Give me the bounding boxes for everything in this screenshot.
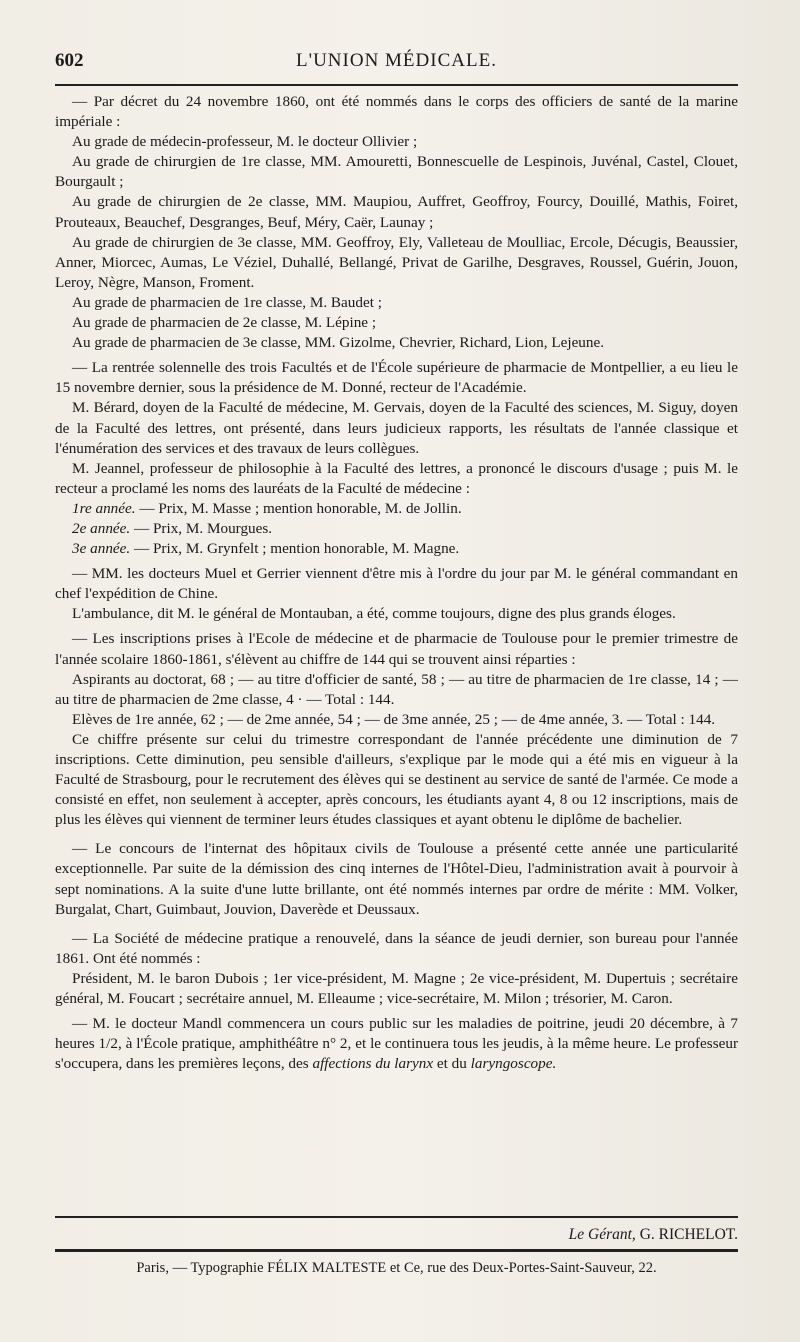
paragraph-chirurgien-2: Au grade de chirurgien de 2e classe, MM. Maupiou, Auffret, Geoffroy, Fourcy, Douillé, Mathis, Foiret, Prouteaux, Beauchef, Desgranges, Beuf, Méry, Caër, Launay ; [55,193,738,231]
page-header [55,50,738,80]
signature-rule [55,1216,738,1218]
paragraph-aspirants: Aspirants au doctorat, 68 ; — au titre d'officier de santé, 58 ; — au titre de pharmacien de 1re classe, 14 ; — au titre de pharmacien de 2me classe, 4 · — Total : 144. [55,670,738,708]
paragraph-rentree: — La rentrée solennelle des trois Facultés et de l'École supérieure de pharmacie de Montpellier, a eu lieu le 15 novembre dernier, sous la présidence de M. Donné, recteur de l'Académie. [55,359,738,397]
paragraph-eleves: Elèves de 1re année, 62 ; — de 2me année, 54 ; — de 3me année, 25 ; — de 4me année, 3. — Total : 144. [72,710,716,728]
prize-year: 1re année. [72,499,136,517]
paragraph-internat: — Le concours de l'internat des hôpitaux civils de Toulouse a présenté cette année une particularité exceptionnelle. Par suite de la démission des cinq internes de l'Hôtel-Dieu, l'administration avait à pourvoir à sept nominations. A la suite d'une lutte brillante, ont été nommés internes par ordre de mérite : MM. Volker, Burgalat, Chart, Guimbaut, Jouvion, Daverède et Deussaux. [55,840,738,918]
prize-text: — Prix, M. Grynfelt ; mention honorable, M. Magne. [134,540,460,558]
article-body [55,92,738,1074]
prize-line [55,519,738,539]
paragraph-muel-gerrier: — MM. les docteurs Muel et Gerrier viennent d'être mis à l'ordre du jour par M. le général commandant en chef l'expédition de Chine. [55,565,738,603]
paragraph-societe: — La Société de médecine pratique a renouvelé, dans la séance de jeudi dernier, son bureau pour l'année 1861. Ont été nommés : [55,929,738,967]
mandl-text: — M. le docteur Mandl commencera un cours public sur les maladies de poitrine, jeudi 20 décembre, à 7 heures 1/2, à l'École pratique, amphithéâtre n° 2, et le continuera tous les jeudis, à la même heure. Le professeur s'occupera, dans les premières leçons, des [55,1015,738,1073]
prize-line [55,499,738,519]
signature-name: G. RICHELOT. [639,1226,738,1243]
paragraph-bureau: Président, M. le baron Dubois ; 1er vice-président, M. Magne ; 2e vice-président, M. Dupertuis ; secrétaire général, M. Foucart ; secrétaire annuel, M. Elleaume ; vice-secrétaire, M. Milon ; trésorier, M. Caron. [55,969,738,1008]
page-number: 602 [55,50,84,71]
paragraph-ambulance: L'ambulance, dit M. le général de Montauban, a été, comme toujours, digne des plus grands éloges. [72,605,676,623]
paragraph-berard: M. Bérard, doyen de la Faculté de médecine, M. Gervais, doyen de la Faculté des sciences, M. Siguy, doyen de la Faculté des lettres, ont présenté, dans leurs judicieux rapports, les résultats de l'année classique et l'énumération des services et des travaux de leurs collègues. [55,399,738,457]
footer-rule [55,1249,738,1252]
paragraph-inscriptions: — Les inscriptions prises à l'Ecole de médecine et de pharmacie de Toulouse pour le premier trimestre de l'année scolaire 1860-1861, s'élèvent au chiffre de 144 qui se trouvent ainsi réparties : [55,630,738,668]
prize-text: — Prix, M. Masse ; mention honorable, M. de Jollin. [139,499,462,517]
mandl-mid: et du [436,1055,467,1073]
prize-year: 2e année. [72,519,131,537]
paragraph-chirurgien-3: Au grade de chirurgien de 3e classe, MM. Geoffroy, Ely, Valleteau de Moulliac, Ercole, Décugis, Beaussier, Anner, Miorcec, Aumas, Le Véziel, Duhallé, Bellangé, Privat de Garilhe, Desgraves, Roussel, Guérin, Jouon, Leroy, Nègre, Manson, Froment. [55,233,738,291]
paragraph-jeannel: M. Jeannel, professeur de philosophie à la Faculté des lettres, a prononcé le discours d'usage ; puis M. le recteur a proclamé les noms des lauréats de la Faculté de médecine : [55,459,738,497]
journal-title: L'UNION MÉDICALE. [296,50,497,71]
paragraph-pharmacien-1: Au grade de pharmacien de 1re classe, M. Baudet ; [72,293,382,311]
printer-imprint: Paris, — Typographie FÉLIX MALTESTE et Ce, rue des Deux-Portes-Saint-Sauveur, 22. [136,1260,657,1276]
signature [569,1226,738,1244]
paragraph-pharmacien-3: Au grade de pharmacien de 3e classe, MM. Gizolme, Chevrier, Richard, Lion, Lejeune. [72,334,605,352]
paragraph-pharmacien-2: Au grade de pharmacien de 2e classe, M. Lépine ; [72,314,377,332]
header-rule [55,84,738,86]
prize-year: 3e année. [72,540,131,558]
paragraph-decret: — Par décret du 24 novembre 1860, ont été nommés dans le corps des officiers de santé de la marine impériale : [55,93,738,131]
paragraph-medecin-professeur: Au grade de médecin-professeur, M. le docteur Ollivier ; [72,133,418,151]
signature-label: Le Gérant, [568,1226,636,1243]
paragraph-chirurgien-1: Au grade de chirurgien de 1re classe, MM. Amouretti, Bonnescuelle de Lespinois, Juvénal, Castel, Clouet, Bourgault ; [55,153,738,191]
mandl-italic-laryngoscope: laryngoscope. [470,1055,557,1073]
prize-text: — Prix, M. Mourgues. [134,519,273,537]
prize-line [55,539,738,559]
mandl-italic-affections: affections du larynx [312,1055,434,1073]
paragraph-chiffre: Ce chiffre présente sur celui du trimestre correspondant de l'année précédente une diminution de 7 inscriptions. Cette diminution, peu sensible d'ailleurs, s'explique par le mode qui a été mis en vigueur à la Faculté de Strasbourg, pour le recrutement des élèves qui se destinent au service de santé de l'armée. Ce mode a consisté en effet, non seulement à accepter, après concours, les étudiants ayant 4, 8 ou 12 inscriptions, mais de plus les élèves qui viennent de terminer leurs études classiques et ayant obtenu le diplôme de bachelier. [55,730,738,829]
paragraph-mandl [55,1014,738,1074]
